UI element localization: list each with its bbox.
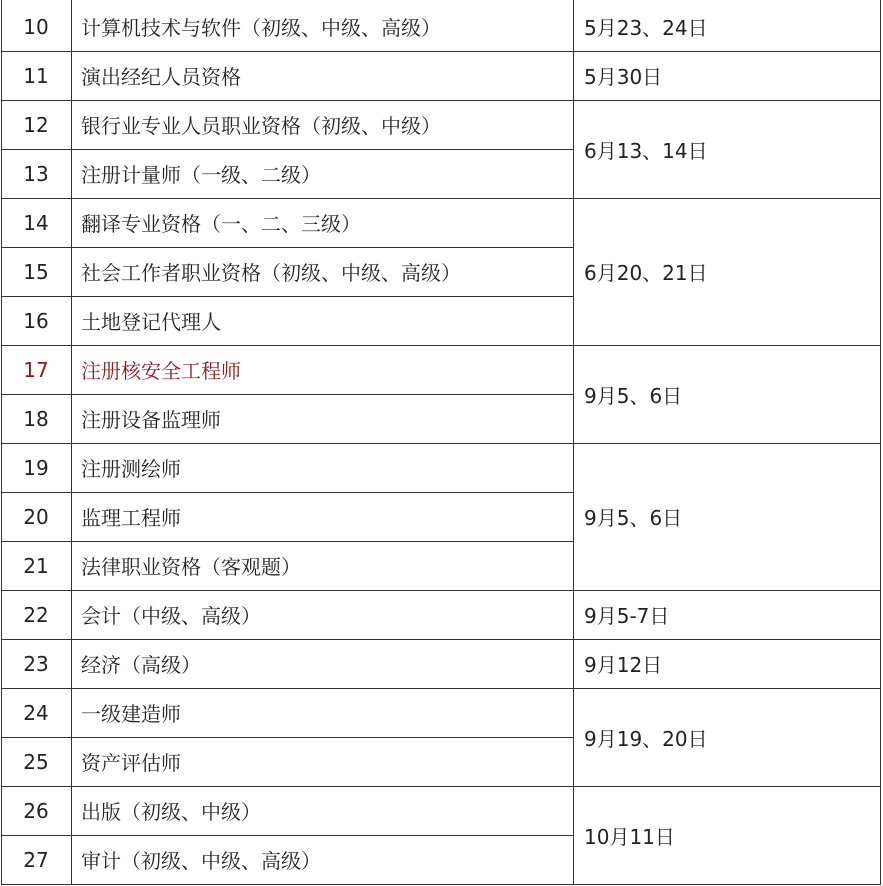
exam-name: 计算机技术与软件（初级、中级、高级） — [81, 16, 441, 40]
exam-name: 注册计量师（一级、二级） — [81, 163, 321, 187]
exam-name: 一级建造师 — [81, 702, 181, 726]
exam-name: 演出经纪人员资格 — [81, 65, 241, 89]
exam-name: 注册核安全工程师 — [81, 359, 241, 383]
row-divider — [1, 639, 574, 640]
exam-date: 6月20、21日 — [584, 261, 708, 285]
row-divider — [1, 247, 574, 248]
row-divider — [1, 688, 574, 689]
row-divider — [573, 884, 881, 885]
row-number: 10 — [23, 14, 49, 39]
row-number: 19 — [23, 455, 49, 480]
row-number: 26 — [23, 798, 49, 823]
row-divider — [1, 541, 574, 542]
column-divider — [71, 0, 72, 884]
row-number: 16 — [23, 308, 49, 333]
row-number: 25 — [23, 749, 49, 774]
exam-date: 10月11日 — [584, 824, 675, 849]
row-divider — [1, 345, 574, 346]
row-number: 23 — [23, 651, 49, 676]
exam-name: 审计（初级、中级、高级） — [81, 849, 321, 873]
exam-name: 监理工程师 — [81, 506, 181, 530]
exam-name: 出版（初级、中级） — [81, 800, 261, 824]
exam-date: 9月5、6日 — [584, 383, 683, 408]
exam-date: 9月5-7日 — [584, 604, 670, 628]
exam-date: 9月12日 — [584, 653, 663, 677]
row-divider — [1, 884, 574, 885]
row-divider — [1, 149, 574, 150]
row-number: 22 — [23, 602, 49, 627]
row-number: 11 — [23, 63, 49, 88]
exam-date: 9月19、20日 — [584, 726, 708, 751]
exam-name: 资产评估师 — [81, 751, 181, 775]
exam-name: 翻译专业资格（一、二、三级） — [81, 212, 361, 236]
row-number: 13 — [23, 161, 49, 186]
column-divider — [573, 0, 574, 884]
row-number: 14 — [23, 210, 49, 235]
row-number: 27 — [23, 847, 49, 872]
exam-name: 经济（高级） — [81, 653, 201, 677]
row-number: 12 — [23, 112, 49, 137]
row-number: 24 — [23, 700, 49, 725]
exam-date: 6月13、14日 — [584, 138, 708, 163]
exam-name: 社会工作者职业资格（初级、中级、高级） — [81, 261, 461, 285]
exam-name: 注册测绘师 — [81, 457, 181, 481]
column-divider — [880, 0, 881, 884]
exam-name: 会计（中级、高级） — [81, 604, 261, 628]
row-divider — [1, 786, 574, 787]
exam-name: 银行业专业人员职业资格（初级、中级） — [81, 114, 441, 138]
row-number: 21 — [23, 553, 49, 578]
row-number: 17 — [23, 357, 49, 382]
row-number: 20 — [23, 504, 49, 529]
row-divider — [1, 835, 574, 836]
exam-name: 注册设备监理师 — [81, 408, 221, 432]
row-divider — [1, 51, 574, 52]
row-divider — [1, 100, 574, 101]
row-divider — [1, 198, 574, 199]
row-number: 18 — [23, 406, 49, 431]
row-divider — [1, 590, 574, 591]
exam-date: 5月30日 — [584, 65, 663, 89]
row-divider — [1, 394, 574, 395]
row-divider — [1, 443, 574, 444]
row-divider — [1, 737, 574, 738]
exam-date: 5月23、24日 — [584, 16, 708, 40]
row-divider — [1, 492, 574, 493]
column-divider — [1, 0, 2, 884]
row-divider — [1, 296, 574, 297]
exam-date: 9月5、6日 — [584, 506, 683, 530]
row-number: 15 — [23, 259, 49, 284]
exam-name: 法律职业资格（客观题） — [81, 555, 301, 579]
exam-name: 土地登记代理人 — [81, 310, 221, 334]
